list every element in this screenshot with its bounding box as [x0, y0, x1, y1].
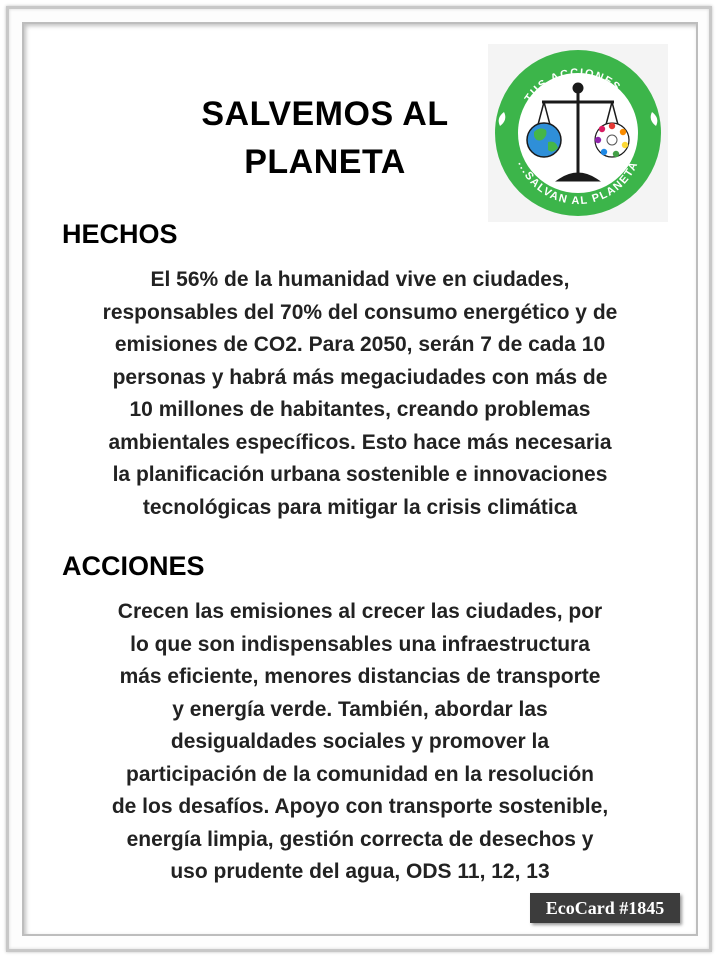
ecocard-badge: EcoCard #1845: [530, 893, 680, 923]
text-line: ambientales específicos. Esto hace más necesaria: [108, 430, 612, 454]
page-title: [180, 90, 470, 186]
text-line: emisiones de CO2. Para 2050, serán 7 de cada 10: [114, 333, 606, 356]
title-line: PLANETA: [244, 143, 406, 181]
globe-icon: [527, 123, 561, 157]
community-icon: [595, 123, 629, 157]
text-line: desigualdades sociales y promover la: [170, 730, 550, 753]
text-line: personas y habrá más megaciudades con más de: [112, 365, 608, 389]
text-line: energía limpia, gestión correcta de desechos y: [126, 827, 594, 851]
section-text-acciones: [46, 596, 674, 889]
text-line: de los desafíos. Apoyo con transporte sostenible,: [111, 795, 609, 818]
section-heading-hechos: HECHOS: [62, 219, 178, 249]
logo-bottom-text: ...SALVAN AL PLANETA: [515, 159, 641, 208]
logo: [488, 44, 668, 222]
title-line: SALVEMOS AL: [201, 95, 449, 133]
text-line: participación de la comunidad en la resolución: [126, 762, 594, 786]
text-line: 10 millones de habitantes, creando problemas: [129, 398, 591, 421]
text-line: la planificación urbana sostenible e innovaciones: [112, 463, 608, 486]
text-line: El 56% de la humanidad vive en ciudades,: [150, 268, 570, 291]
logo-graphic: [488, 44, 668, 222]
section-text-hechos: [46, 264, 674, 524]
text-line: tecnológicas para mitigar la crisis climática: [142, 495, 578, 519]
logo-top-text: TUS ACCIONES...: [522, 66, 634, 105]
text-line: lo que son indispensables una infraestructura: [130, 632, 590, 656]
text-line: responsables del 70% del consumo energético y de: [102, 300, 618, 324]
text-line: y energía verde. También, abordar las: [172, 697, 548, 721]
text-line: Crecen las emisiones al crecer las ciudades, por: [117, 600, 603, 623]
section-heading-acciones: ACCIONES: [62, 551, 205, 581]
text-line: más eficiente, menores distancias de transporte: [119, 665, 601, 688]
text-line: uso prudente del agua, ODS 11, 12, 13: [170, 860, 550, 883]
